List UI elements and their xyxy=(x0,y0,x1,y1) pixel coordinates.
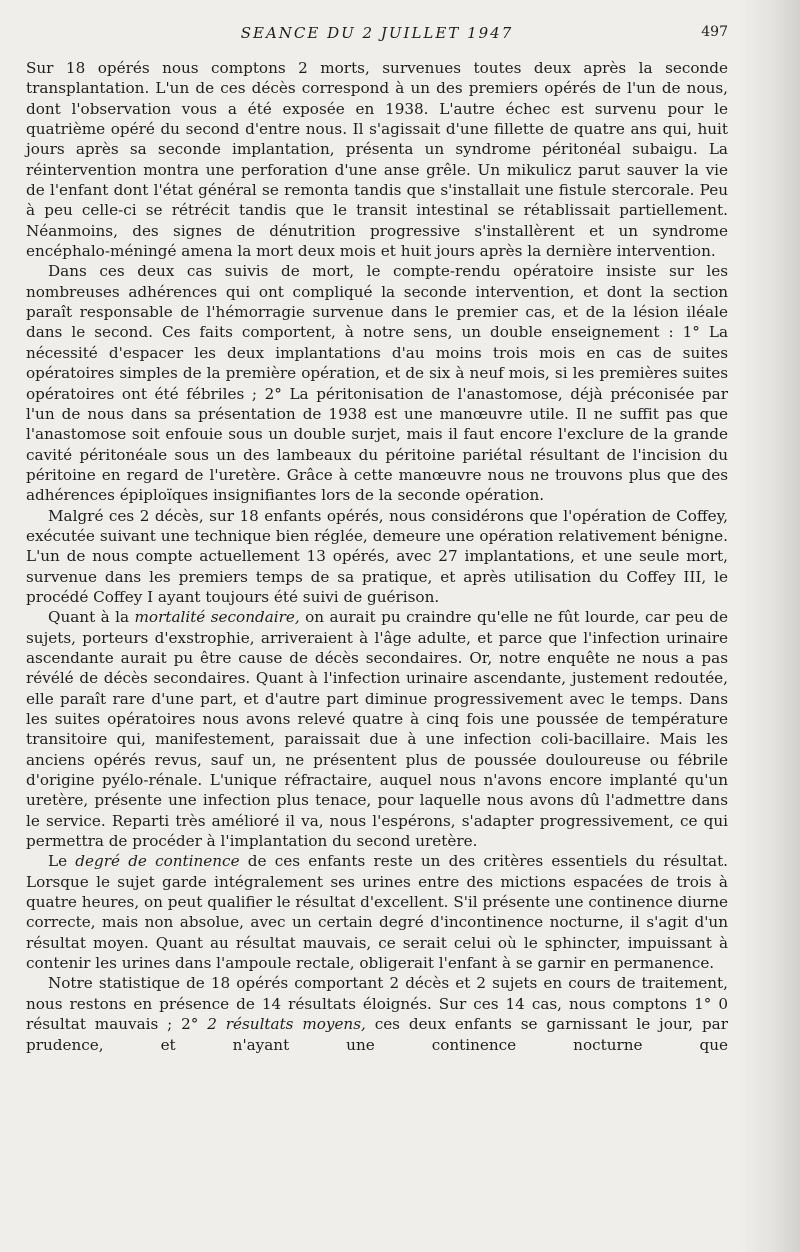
text-run: ces deux enfants se garnissant le jour, par prudence, et n'ayant une continence nocturne que xyxy=(26,1015,728,1054)
paragraph-secondary-mortality xyxy=(26,607,728,851)
facing-page-edge xyxy=(738,0,800,1252)
text-run: de ces enfants reste un des critères essentiels du résultat. Lorsque le sujet garde intégralement ses urines entre des mictions espacées de trois à quatre heures, on peut qualifier le résultat d'excellent. S'il présente une continence diurne correcte, mais non absolue, avec un certain degré d'incontinence nocturne, il s'agit d'un résultat moyen. Quant au résultat mauvais, ce serait celui où le sphincter, impuissant à contenir les urines dans l'ampoule rectale, obligerait l'enfant à se garnir en permanence. xyxy=(26,852,729,973)
page-number: 497 xyxy=(701,24,728,40)
text-run: on aurait pu craindre qu'elle ne fût lourde, car peu de sujets, porteurs d'exstrophie, arriveraient à l'âge adulte, et parce que l'infection urinaire ascendante aurait pu être cause de décès secondaires. Or, notre enquête ne nous a pas révélé de décès secondaires. Quant à l'infection urinaire ascendante, justement redoutée, elle paraît rare d'une part, et d'autre part diminue progressivement avec le temps. Dans les suites opératoires nous avons relevé quatre à cinq fois une poussée de température transitoire qui, manifestement, paraissait due à une infection coli-bacillaire. Mais les anciens opérés revus, sauf un, ne présentent plus de poussée douloureuse ou fébrile d'origine pyélo-rénale. L'unique réfractaire, auquel nous n'avons encore implanté qu'un uretère, présente une infection plus tenace, pour laquelle nous avons dû l'admettre dans le service. Reparti très amélioré il va, nous l'espérons, s'adapter progressivement, ce qui permettra de procéder à l'implantation du second uretère. xyxy=(26,608,728,851)
page-header xyxy=(26,24,728,44)
paragraph-coffey-operation: Malgré ces 2 décès, sur 18 enfants opérés, nous considérons que l'opération de Coffey, exécutée suivant une technique bien réglée, demeure une opération relativement bénigne. L'un de nous compte actuellement 13 opérés, avec 27 implantations, et une seule mort, survenue dans les premiers temps de sa pratique, et après utilisation du Coffey III, le procédé Coffey I ayant toujours été suivi de guérison. xyxy=(26,506,728,606)
italic-term: mortalité secondaire, xyxy=(134,608,300,627)
text-run: Notre statistique de 18 opérés comportant 2 décès et 2 sujets en cours de traitement, nous restons en présence de 14 résultats éloignés. Sur ces 14 cas, nous comptons 1° 0 résultat mauvais ; 2° xyxy=(26,974,728,1034)
paragraph-mortality-cases: Sur 18 opérés nous comptons 2 morts, survenues toutes deux après la seconde transplantation. L'un de ces décès correspond à un des premiers opérés de l'un de nous, dont l'observation vous a été exposée en 1938. L'autre échec est survenu pour le quatrième opéré du second d'entre nous. Il s'agissait d'une fillette de quatre ans qui, huit jours après sa seconde implantation, présenta un syndrome péritonéal subaigu. La réintervention montra une perforation d'une anse grêle. Un mikulicz parut sauver la vie de l'enfant dont l'état général se remonta tandis que s'installait une fistule stercorale. Peu à peu celle-ci se rétrécit tandis que le transit intestinal se rétablissait partiellement. Néanmoins, des signes de dénutrition progressive s'installèrent et un syndrome encéphalo-méningé amena la mort deux mois et huit jours après la dernière intervention. xyxy=(26,59,728,261)
paragraph-statistics xyxy=(26,973,728,1054)
italic-term: degré de continence xyxy=(75,852,240,871)
article-body xyxy=(26,58,728,1055)
paragraph-operative-lessons: Dans ces deux cas suivis de mort, le compte-rendu opératoire insiste sur les nombreuses adhérences qui ont compliqué la seconde intervention, et dont la section paraît responsable de l'hémorragie survenue dans le premier cas, et de la lésion iléale dans le second. Ces faits comportent, à notre sens, un double enseignement : 1° La nécessité d'espacer les deux implantations d'au moins trois mois en cas de suites opératoires simples de la première opération, et de six à neuf mois, si les premières suites opératoires ont été fébriles ; 2° La péritonisation de l'anastomose, déjà préconisée par l'un de nous dans sa présentation de 1938 est une manœuvre utile. Il ne suffit pas que l'anastomose soit enfouie sous un double surjet, mais il faut encore l'exclure de la grande cavité péritonéale sous un des lambeaux du péritoine pariétal résultant de l'incision du péritoine en regard de l'uretère. Grâce à cette manœuvre nous ne trouvons plus que des adhérences épiploïques insignifiantes lors de la seconde opération. xyxy=(26,262,728,505)
text-run: Quant à la xyxy=(48,608,135,627)
italic-term: 2 résultats moyens, xyxy=(207,1015,366,1034)
paragraph-continence xyxy=(26,851,728,973)
running-title: SEANCE DU 2 JUILLET 1947 xyxy=(240,24,514,42)
text-run: Le xyxy=(48,852,76,871)
